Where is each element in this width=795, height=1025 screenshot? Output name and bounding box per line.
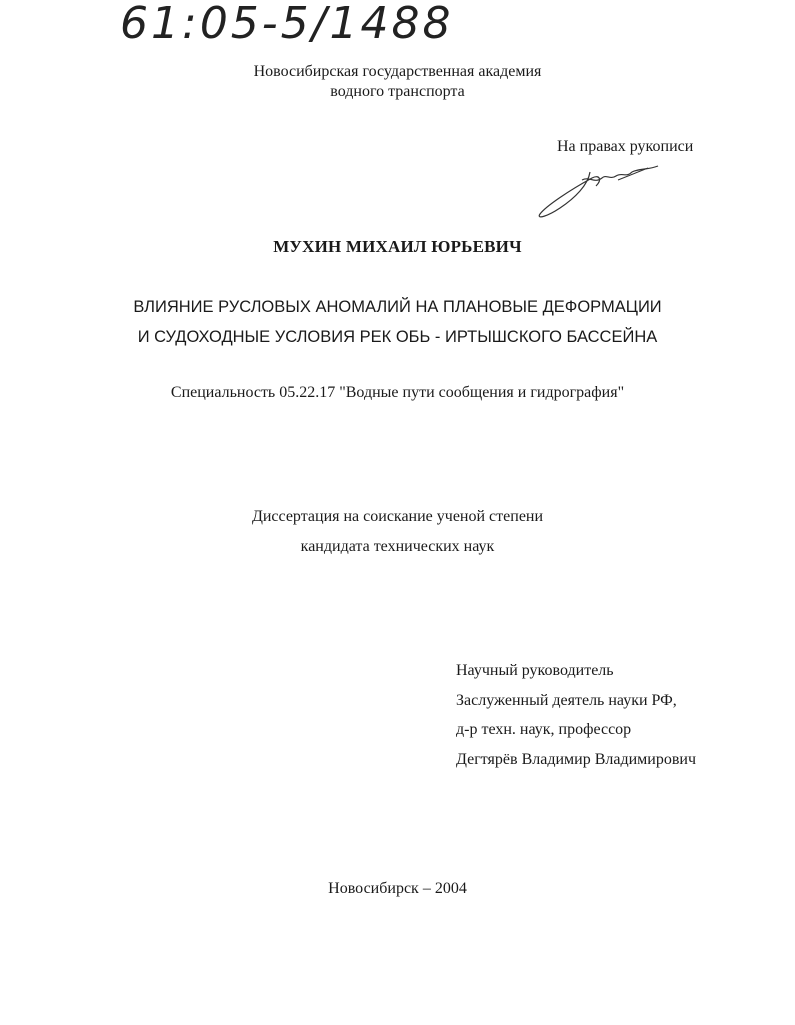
supervisor-role: Научный руководитель (456, 662, 614, 679)
supervisor-block (456, 656, 696, 774)
degree-line-2: кандидата технических наук (300, 538, 495, 555)
supervisor-name: Дегтярёв Владимир Владимирович (456, 750, 697, 768)
handwritten-signature (530, 150, 680, 225)
specialty: Специальность 05.22.17 "Водные пути сообщения и гидрография" (170, 384, 625, 401)
institution-line-1: Новосибирская государственная академия (253, 63, 542, 80)
title-line-2: И СУДОХОДНЫЕ УСЛОВИЯ РЕК ОБЬ - ИРТЫШСКОГО БАССЕЙНА (137, 328, 658, 346)
degree-line-1: Диссертация на соискание ученой степени (251, 508, 544, 525)
institution-line-2: водного транспорта (330, 83, 465, 100)
author-name: МУХИН МИХАИЛ ЮРЬЕВИЧ (273, 237, 522, 256)
supervisor-degree: д-р техн. наук, профессор (456, 721, 632, 738)
dissertation-degree (0, 502, 795, 562)
title-line-1: ВЛИЯНИЕ РУСЛОВЫХ АНОМАЛИЙ НА ПЛАНОВЫЕ ДЕФОРМАЦИИ (133, 298, 662, 316)
handwritten-catalog-number: 61:05-5/1488 (120, 0, 454, 49)
supervisor-honor: Заслуженный деятель науки РФ, (456, 691, 677, 709)
city-year: Новосибирск – 2004 (328, 880, 467, 897)
rights-note: На правах рукописи (557, 138, 694, 155)
dissertation-title (0, 292, 795, 352)
